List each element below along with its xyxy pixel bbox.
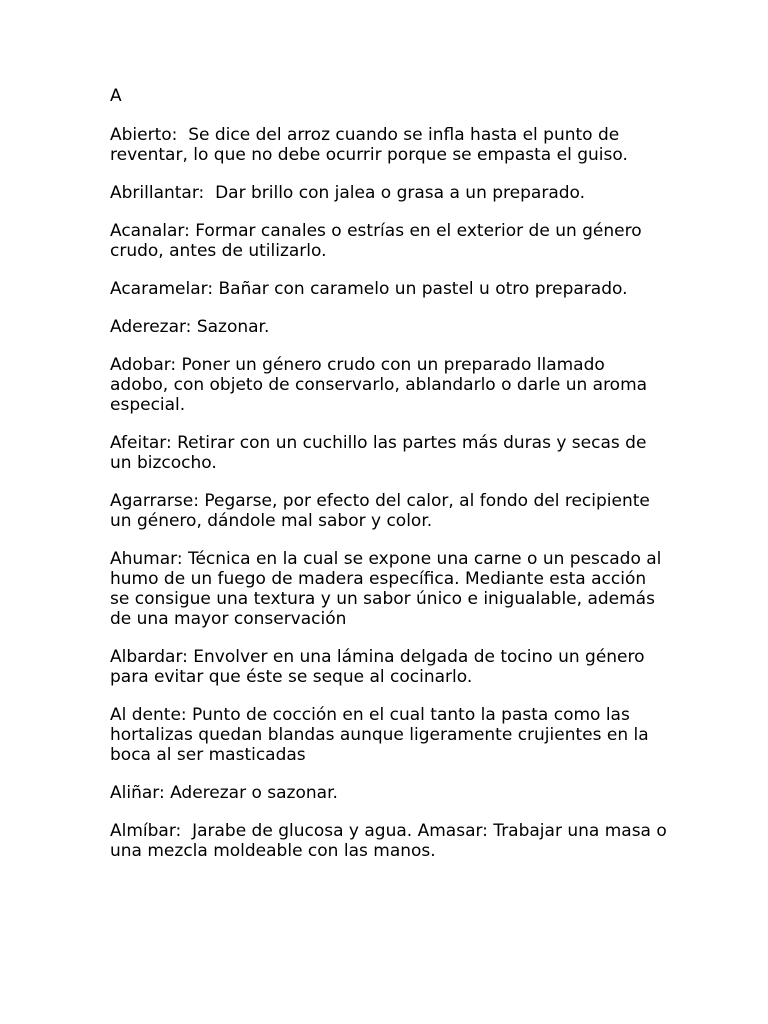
glossary-entry: Afeitar: Retirar con un cuchillo las partes más duras y secas de un bizcocho. [110,433,652,473]
glossary-entry: Aliñar: Aderezar o sazonar. [110,783,338,803]
glossary-entry: Abierto: Se dice del arroz cuando se infla hasta el punto de reventar, lo que no debe ocurrir porque se empasta el guiso. [110,125,628,165]
glossary-entries [110,125,673,861]
glossary-entry: Abrillantar: Dar brillo con jalea o grasa a un preparado. [110,183,586,203]
glossary-entry: Albardar: Envolver en una lámina delgada de tocino un género para evitar que éste se seque al cocinarlo. [110,647,650,687]
glossary-entry: Acaramelar: Bañar con caramelo un pastel u otro preparado. [110,279,628,299]
section-letter-heading: A [110,86,122,106]
glossary-entry: Acanalar: Formar canales o estrías en el exterior de un género crudo, antes de utilizarlo. [110,221,648,261]
glossary-entry: Aderezar: Sazonar. [110,317,270,337]
glossary-entry: Almíbar: Jarabe de glucosa y agua. Amasar: Trabajar una masa o una mezcla moldeable con las manos. [110,821,673,861]
glossary-entry: Adobar: Poner un género crudo con un preparado llamado adobo, con objeto de conservarlo, ablandarlo o darle un aroma especial. [110,355,653,415]
glossary-entry: Ahumar: Técnica en la cual se expone una carne o un pescado al humo de un fuego de madera específica. Mediante esta acción se consigue una textura y un sabor único e inigualable, además de una mayor conservación [110,549,667,629]
glossary-entry: Agarrarse: Pegarse, por efecto del calor, al fondo del recipiente un género, dándole mal sabor y color. [110,491,656,531]
glossary-entry: Al dente: Punto de cocción en el cual tanto la pasta como las hortalizas quedan blandas aunque ligeramente crujientes en la boca al ser masticadas [110,705,655,765]
